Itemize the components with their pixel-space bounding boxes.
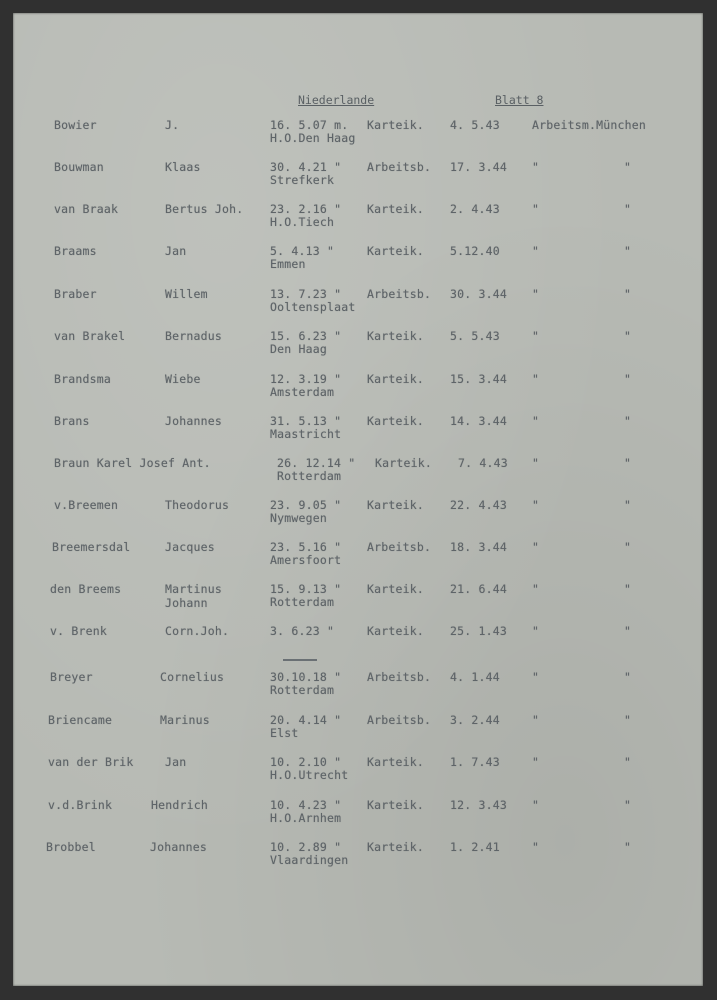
birth-date: 30.10.18 " — [270, 670, 342, 684]
destination-ditto: " — [532, 624, 540, 638]
ditto-mark: " — [624, 456, 632, 470]
birth-date: 23. 2.16 " — [270, 202, 342, 216]
birth-date: 10. 2.10 " — [270, 755, 342, 769]
birth-place: Strefkerk — [270, 173, 335, 187]
header-sheet-number: Blatt 8 — [495, 93, 544, 107]
card-date: 4. 1.44 — [450, 670, 500, 684]
birth-date: 15. 9.13 " — [270, 582, 342, 596]
birth-date: 15. 6.23 " — [270, 329, 342, 343]
ditto-mark: " — [624, 624, 632, 638]
surname: v.Breemen — [54, 498, 119, 512]
birth-place: Ooltensplaat — [270, 300, 356, 314]
ditto-mark: " — [624, 372, 632, 386]
given-name: Marinus — [160, 713, 210, 727]
birth-date: 10. 4.23 " — [270, 798, 342, 812]
surname: Braun Karel Josef Ant. — [54, 456, 211, 470]
given-name: J. — [165, 118, 180, 132]
ditto-mark: " — [624, 540, 632, 554]
given-name: Hendrich — [151, 798, 208, 812]
list-item — [13, 372, 703, 412]
list-item — [13, 202, 703, 242]
card-date: 5. 5.43 — [450, 329, 500, 343]
card-type: Arbeitsb. — [367, 287, 432, 301]
birth-date: 20. 4.14 " — [270, 713, 342, 727]
card-type: Karteik. — [367, 372, 424, 386]
card-date: 22. 4.43 — [450, 498, 507, 512]
card-date: 18. 3.44 — [450, 540, 507, 554]
surname: van der Brik — [48, 755, 134, 769]
given-name: Klaas — [165, 160, 201, 174]
given-name: Corn.Joh. — [165, 624, 230, 638]
birth-place: H.O.Den Haag — [270, 131, 356, 145]
given-name: Cornelius — [160, 670, 225, 684]
ditto-mark: " — [624, 287, 632, 301]
card-date: 21. 6.44 — [450, 582, 507, 596]
card-date: 15. 3.44 — [450, 372, 507, 386]
pen-dash-mark — [283, 659, 317, 661]
ditto-mark: " — [624, 244, 632, 258]
birth-date: 23. 9.05 " — [270, 498, 342, 512]
birth-place: Amsterdam — [270, 385, 335, 399]
surname: Bowier — [54, 118, 97, 132]
birth-date: 31. 5.13 " — [270, 414, 342, 428]
destination-ditto: " — [532, 456, 540, 470]
birth-place: H.O.Utrecht — [270, 768, 349, 782]
given-name: Willem — [165, 287, 208, 301]
document-page — [13, 13, 703, 986]
ditto-mark: " — [624, 755, 632, 769]
given-name: Martinus Johann — [165, 582, 222, 610]
card-date: 7. 4.43 — [458, 456, 508, 470]
card-date: 5.12.40 — [450, 244, 500, 258]
birth-place: Vlaardingen — [270, 853, 349, 867]
ditto-mark: " — [624, 713, 632, 727]
destination-ditto: " — [532, 713, 540, 727]
birth-place: Nymwegen — [270, 511, 327, 525]
list-item — [13, 713, 703, 753]
birth-date: 5. 4.13 " — [270, 244, 335, 258]
given-name: Wiebe — [165, 372, 201, 386]
ditto-mark: " — [624, 329, 632, 343]
card-date: 30. 3.44 — [450, 287, 507, 301]
card-type: Karteik. — [367, 329, 424, 343]
destination-ditto: " — [532, 244, 540, 258]
card-date: 3. 2.44 — [450, 713, 500, 727]
destination-ditto: " — [532, 414, 540, 428]
card-date: 1. 2.41 — [450, 840, 500, 854]
surname: v. Brenk — [50, 624, 107, 638]
ditto-mark: " — [624, 160, 632, 174]
ditto-mark: " — [624, 840, 632, 854]
birth-date: 10. 2.89 " — [270, 840, 342, 854]
ditto-mark: " — [624, 202, 632, 216]
given-name: Jan — [165, 755, 187, 769]
birth-place: Emmen — [270, 257, 306, 271]
birth-date: 16. 5.07 m. — [270, 118, 349, 132]
card-date: 25. 1.43 — [450, 624, 507, 638]
card-type: Karteik. — [367, 624, 424, 638]
card-type: Karteik. — [367, 202, 424, 216]
given-name: Johannes — [165, 414, 222, 428]
card-date: 4. 5.43 — [450, 118, 500, 132]
surname: Braams — [54, 244, 97, 258]
ditto-mark: " — [624, 498, 632, 512]
destination-ditto: " — [532, 840, 540, 854]
surname: Braber — [54, 287, 97, 301]
birth-place: Elst — [270, 726, 299, 740]
card-type: Arbeitsb. — [367, 713, 432, 727]
birth-date: 3. 6.23 " — [270, 624, 335, 638]
surname: Bouwman — [54, 160, 104, 174]
destination: Arbeitsm.München — [532, 118, 646, 132]
destination-ditto: " — [532, 798, 540, 812]
given-name: Jacques — [165, 540, 215, 554]
birth-place: Rotterdam — [270, 683, 335, 697]
destination-ditto: " — [532, 540, 540, 554]
card-type: Karteik. — [367, 755, 424, 769]
list-item — [13, 287, 703, 327]
birth-date: 13. 7.23 " — [270, 287, 342, 301]
surname: Brandsma — [54, 372, 111, 386]
surname: den Breems — [50, 582, 122, 596]
card-date: 1. 7.43 — [450, 755, 500, 769]
destination-ditto: " — [532, 582, 540, 596]
ditto-mark: " — [624, 414, 632, 428]
destination-ditto: " — [532, 287, 540, 301]
birth-place: Rotterdam — [270, 595, 335, 609]
ditto-mark: " — [624, 798, 632, 812]
birth-place: H.O.Tiech — [270, 215, 335, 229]
birth-date: 12. 3.19 " — [270, 372, 342, 386]
destination-ditto: " — [532, 160, 540, 174]
surname: Brans — [54, 414, 90, 428]
birth-date: 30. 4.21 " — [270, 160, 342, 174]
surname: van Brakel — [54, 329, 126, 343]
surname: Briencame — [48, 713, 113, 727]
card-type: Karteik. — [367, 840, 424, 854]
list-item — [13, 456, 703, 496]
list-item — [13, 414, 703, 454]
card-type: Arbeitsb. — [367, 540, 432, 554]
surname: v.d.Brink — [48, 798, 113, 812]
list-item — [13, 582, 703, 622]
card-type: Karteik. — [367, 414, 424, 428]
card-type: Karteik. — [375, 456, 432, 470]
birth-date: 26. 12.14 " — [277, 456, 356, 470]
given-name: Bertus Joh. — [165, 202, 244, 216]
destination-ditto: " — [532, 498, 540, 512]
surname: Breyer — [50, 670, 93, 684]
card-date: 12. 3.43 — [450, 798, 507, 812]
card-type: Karteik. — [367, 582, 424, 596]
list-item — [13, 798, 703, 838]
list-item — [13, 540, 703, 580]
birth-place: Den Haag — [270, 342, 327, 356]
list-item — [13, 244, 703, 284]
card-type: Karteik. — [367, 798, 424, 812]
given-name: Theodorus — [165, 498, 230, 512]
destination-ditto: " — [532, 755, 540, 769]
list-item — [13, 118, 703, 158]
card-date: 14. 3.44 — [450, 414, 507, 428]
ditto-mark: " — [624, 582, 632, 596]
given-name: Bernadus — [165, 329, 222, 343]
destination-ditto: " — [532, 670, 540, 684]
birth-place: Amersfoort — [270, 553, 342, 567]
list-item — [13, 498, 703, 538]
destination-ditto: " — [532, 329, 540, 343]
destination-ditto: " — [532, 372, 540, 386]
card-date: 2. 4.43 — [450, 202, 500, 216]
birth-place: Rotterdam — [277, 469, 342, 483]
list-item — [13, 329, 703, 369]
surname: Breemersdal — [52, 540, 131, 554]
card-type: Arbeitsb. — [367, 670, 432, 684]
birth-place: H.O.Arnhem — [270, 811, 342, 825]
list-item — [13, 755, 703, 795]
header-country: Niederlande — [298, 93, 375, 107]
given-name: Johannes — [150, 840, 207, 854]
list-item — [13, 624, 703, 664]
surname: van Braak — [54, 202, 119, 216]
list-item — [13, 840, 703, 880]
ditto-mark: " — [624, 670, 632, 684]
card-date: 17. 3.44 — [450, 160, 507, 174]
surname: Brobbel — [46, 840, 96, 854]
card-type: Karteik. — [367, 244, 424, 258]
card-type: Karteik. — [367, 498, 424, 512]
given-name: Jan — [165, 244, 187, 258]
destination-ditto: " — [532, 202, 540, 216]
card-type: Karteik. — [367, 118, 424, 132]
list-item — [13, 670, 703, 710]
list-item — [13, 160, 703, 200]
card-type: Arbeitsb. — [367, 160, 432, 174]
birth-place: Maastricht — [270, 427, 342, 441]
birth-date: 23. 5.16 " — [270, 540, 342, 554]
